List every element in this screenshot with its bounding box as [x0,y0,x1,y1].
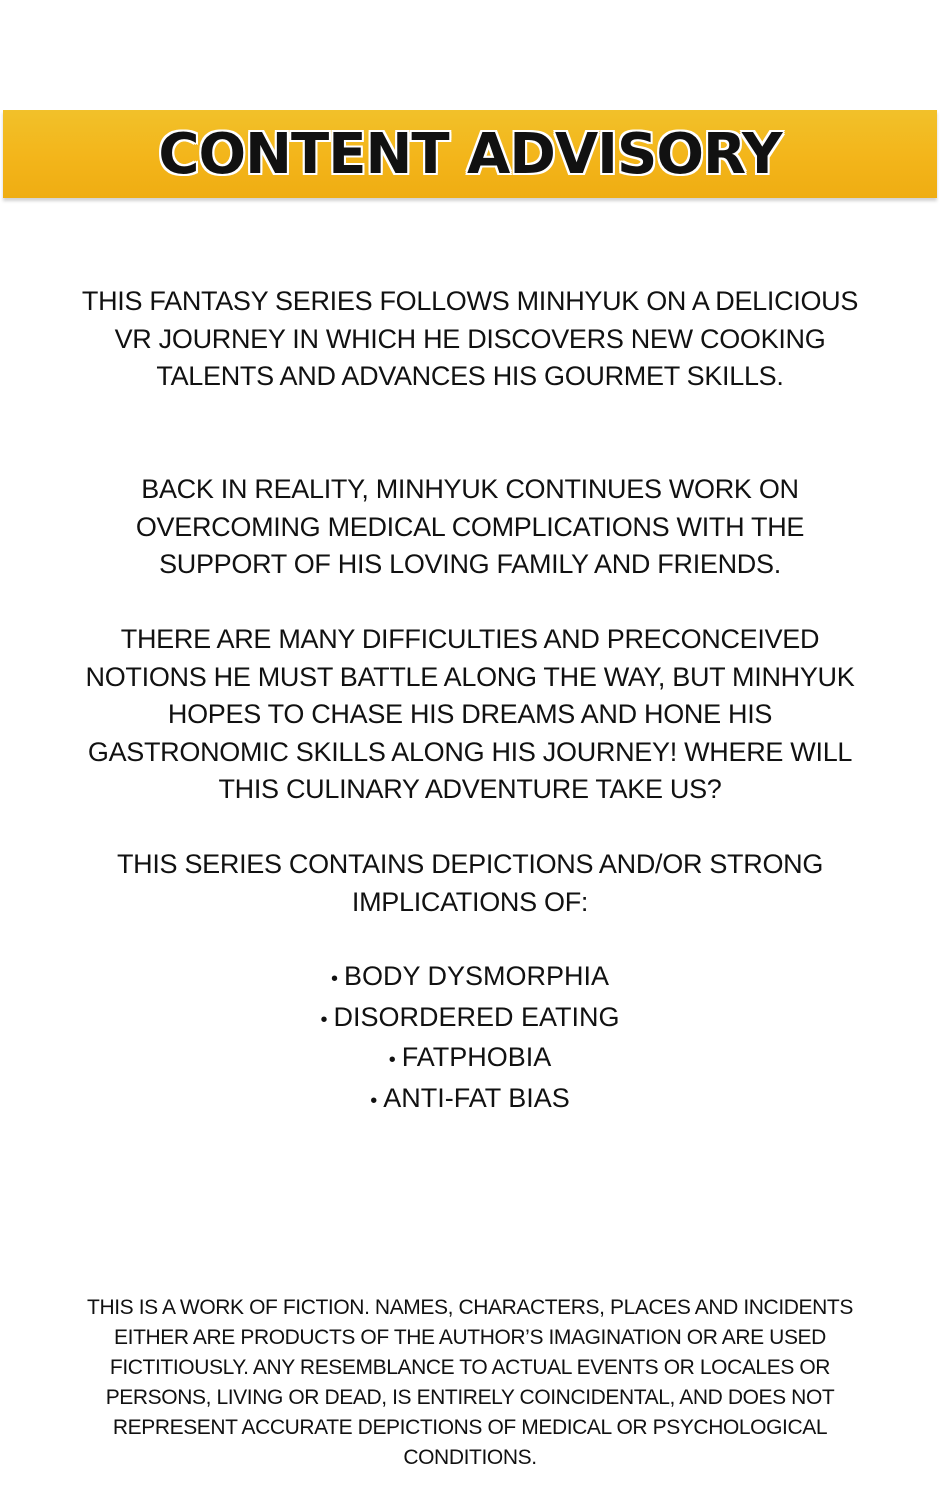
list-item [70,999,870,1040]
bullet-icon: • [388,1049,396,1071]
list-item [70,958,870,999]
paragraph-difficulties: THERE ARE MANY DIFFICULTIES AND PRECONCEIVED NOTIONS HE MUST BATTLE ALONG THE WAY, BUT MINHYUK HOPES TO CHASE HIS DREAMS AND HONE HIS GASTRONOMIC SKILLS ALONG HIS JOURNEY! WHERE WILL THIS CULINARY ADVENTURE TAKE US? [85,624,855,804]
bullet-icon: • [320,1008,328,1031]
paragraph-content-warning-intro: THIS SERIES CONTAINS DEPICTIONS AND/OR STRONG IMPLICATIONS OF: [116,849,824,917]
list-item [70,1080,870,1121]
fiction-disclaimer: THIS IS A WORK OF FICTION. NAMES, CHARACTERS, PLACES AND INCIDENTS EITHER ARE PRODUCTS OF THE AUTHOR’S IMAGINATION OR ARE USED FICTITIOUSLY. ANY RESEMBLANCE TO ACTUAL EVENTS OR LOCALES OR PERSONS, LIVING OR DEAD, IS ENTIRELY COINCIDENTAL, AND DOES NOT REPRESENT ACCURATE DEPICTIONS OF MEDICAL OR PSYCHOLOGICAL CONDITIONS. [87,1296,853,1469]
warning-list [70,958,870,1120]
warning-label: DISORDERED EATING [333,1001,620,1032]
bullet-icon: • [370,1089,378,1112]
page-title: CONTENT ADVISORY [158,122,782,187]
advisory-banner [3,110,937,198]
warning-label: ANTI-FAT BIAS [383,1082,570,1113]
paragraph-premise: THIS FANTASY SERIES FOLLOWS MINHYUK ON A DELICIOUS VR JOURNEY IN WHICH HE DISCOVERS NEW COOKING TALENTS AND ADVANCES HIS GOURMET SKILLS. [81,286,859,391]
paragraph-reality: BACK IN REALITY, MINHYUK CONTINUES WORK ON OVERCOMING MEDICAL COMPLICATIONS WITH THE SUPPORT OF HIS LOVING FAMILY AND FRIENDS. [135,474,805,579]
list-item [70,1039,870,1080]
warning-label: FATPHOBIA [401,1042,552,1072]
warning-label: BODY DYSMORPHIA [343,961,610,991]
bullet-icon: • [330,968,338,990]
